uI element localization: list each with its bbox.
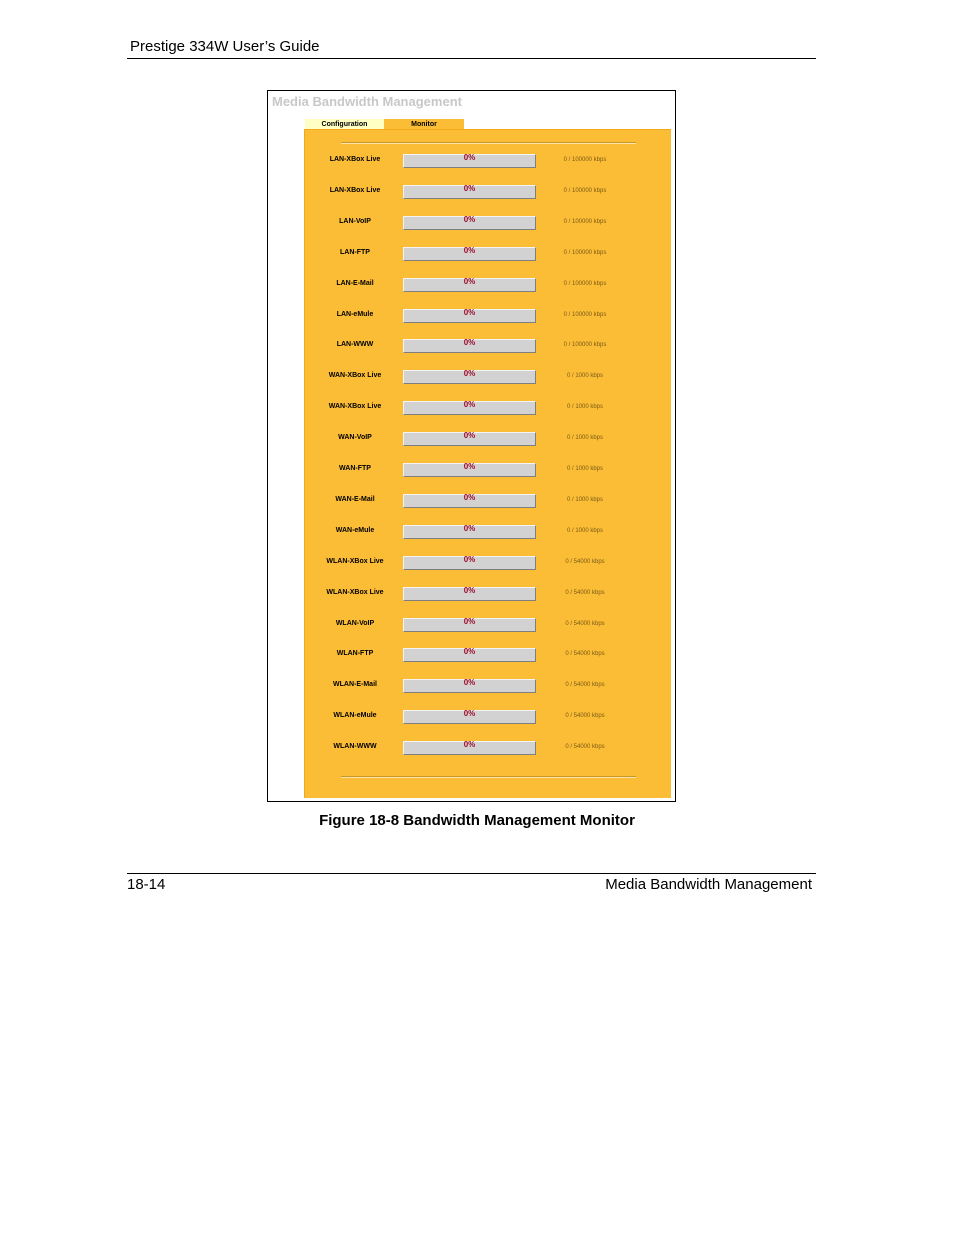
monitor-row — [305, 463, 672, 477]
usage-percent: 0% — [463, 431, 476, 441]
usage-percent: 0% — [463, 678, 476, 688]
usage-percent: 0% — [463, 245, 476, 255]
page-header — [127, 37, 816, 59]
usage-percent: 0% — [463, 400, 476, 410]
usage-bar — [403, 247, 536, 261]
usage-percent: 0% — [463, 523, 476, 533]
usage-bar — [403, 309, 536, 323]
usage-percent: 0% — [463, 585, 476, 595]
usage-percent: 0% — [463, 153, 476, 162]
rule-name: WLAN-E-Mail — [333, 681, 377, 689]
usage-percent: 0% — [463, 276, 476, 286]
rule-name: LAN-FTP — [340, 248, 370, 256]
page-footer — [127, 873, 816, 895]
rule-name: WAN-FTP — [339, 465, 371, 472]
guide-title: Prestige 334W User’s Guide — [130, 38, 320, 55]
divider-top — [341, 142, 636, 144]
usage-bar — [403, 154, 536, 168]
rule-name: WLAN-eMule — [333, 712, 377, 720]
usage-percent: 0% — [463, 214, 476, 224]
rule-name: WAN-XBox Live — [328, 372, 382, 380]
divider-bottom — [341, 776, 636, 778]
monitor-row — [305, 309, 672, 323]
usage-rate: 0 / 54000 kbps — [565, 713, 605, 720]
footer-section-title: Media Bandwidth Management — [605, 876, 812, 893]
usage-bar — [403, 679, 536, 693]
figure-screenshot — [267, 90, 676, 802]
rule-name: WLAN-XBox Live — [326, 557, 384, 565]
monitor-row — [305, 339, 672, 353]
monitor-row — [305, 494, 672, 508]
usage-rate: 0 / 100000 kbps — [563, 187, 607, 194]
rule-name: WLAN-XBox Live — [326, 588, 384, 596]
usage-rate: 0 / 100000 kbps — [563, 249, 607, 256]
monitor-row — [305, 154, 672, 168]
rule-name: WAN-eMule — [335, 526, 375, 534]
usage-percent: 0% — [463, 307, 476, 317]
usage-bar — [403, 185, 536, 199]
monitor-row — [305, 710, 672, 724]
usage-bar — [403, 741, 536, 755]
usage-bar — [403, 432, 536, 446]
usage-percent: 0% — [463, 369, 476, 379]
usage-rate: 0 / 54000 kbps — [565, 589, 605, 596]
usage-rate: 0 / 100000 kbps — [563, 218, 607, 225]
rule-name: WAN-XBox Live — [328, 403, 382, 411]
monitor-row — [305, 432, 672, 446]
usage-bar — [403, 216, 536, 230]
rule-name: LAN-eMule — [336, 310, 374, 318]
usage-bar — [403, 278, 536, 292]
usage-rate: 0 / 100000 kbps — [563, 157, 607, 163]
monitor-row — [305, 587, 672, 601]
usage-bar — [403, 401, 536, 415]
usage-bar — [403, 587, 536, 601]
monitor-row — [305, 525, 672, 539]
monitor-row — [305, 556, 672, 570]
monitor-row — [305, 278, 672, 292]
usage-bar — [403, 710, 536, 724]
usage-rate: 0 / 100000 kbps — [563, 280, 607, 287]
rule-name: LAN-XBox Live — [329, 186, 381, 194]
monitor-row — [305, 648, 672, 662]
rule-name: WLAN-FTP — [336, 650, 374, 658]
rule-name: WLAN-VoIP — [335, 619, 375, 627]
usage-rate: 0 / 54000 kbps — [565, 744, 605, 751]
monitor-row — [305, 618, 672, 632]
usage-rate: 0 / 54000 kbps — [565, 620, 605, 627]
usage-rate: 0 / 1000 kbps — [566, 435, 604, 442]
usage-bar — [403, 525, 536, 539]
monitor-row — [305, 401, 672, 415]
usage-percent: 0% — [463, 616, 476, 626]
tab-configuration[interactable]: Configuration — [305, 119, 384, 130]
usage-bar — [403, 556, 536, 570]
usage-rate: 0 / 1000 kbps — [566, 466, 604, 472]
usage-rate: 0 / 54000 kbps — [565, 558, 605, 565]
usage-bar — [403, 370, 536, 384]
rule-name: LAN-VoIP — [339, 217, 371, 225]
page-number: 18-14 — [127, 876, 166, 893]
monitor-row — [305, 370, 672, 384]
monitor-row — [305, 216, 672, 230]
figure-caption: Figure 18-8 Bandwidth Management Monitor — [319, 812, 635, 829]
usage-percent: 0% — [463, 183, 476, 193]
usage-percent: 0% — [463, 492, 476, 502]
usage-rate: 0 / 100000 kbps — [563, 311, 607, 318]
usage-percent: 0% — [463, 740, 476, 750]
usage-rate: 0 / 1000 kbps — [566, 404, 604, 411]
usage-bar — [403, 618, 536, 632]
usage-bar — [403, 339, 536, 353]
rule-name: WAN-VoIP — [338, 434, 372, 442]
tab-monitor[interactable]: Monitor — [384, 119, 464, 130]
monitor-row — [305, 679, 672, 693]
usage-rate: 0 / 54000 kbps — [565, 651, 605, 658]
usage-percent: 0% — [463, 462, 476, 471]
usage-rate: 0 / 100000 kbps — [563, 342, 607, 349]
monitor-panel — [304, 129, 671, 798]
usage-rate: 0 / 54000 kbps — [565, 682, 605, 689]
usage-rate: 0 / 1000 kbps — [566, 373, 604, 380]
monitor-row — [305, 185, 672, 199]
rule-name: LAN-XBox Live — [329, 156, 381, 163]
usage-bar — [403, 463, 536, 477]
usage-percent: 0% — [463, 709, 476, 719]
monitor-row — [305, 247, 672, 261]
rule-name: WLAN-WWW — [333, 743, 377, 751]
usage-bar — [403, 648, 536, 662]
usage-rate: 0 / 1000 kbps — [566, 527, 604, 534]
usage-percent: 0% — [463, 647, 476, 657]
usage-bar — [403, 494, 536, 508]
monitor-row — [305, 741, 672, 755]
rule-name: LAN-E-Mail — [336, 279, 374, 287]
rule-name: WAN-E-Mail — [335, 495, 375, 503]
usage-rate: 0 / 1000 kbps — [566, 496, 604, 503]
usage-percent: 0% — [463, 554, 476, 564]
usage-percent: 0% — [463, 338, 476, 348]
rule-name: LAN-WWW — [336, 341, 374, 349]
screen-title: Media Bandwidth Management — [272, 94, 462, 109]
